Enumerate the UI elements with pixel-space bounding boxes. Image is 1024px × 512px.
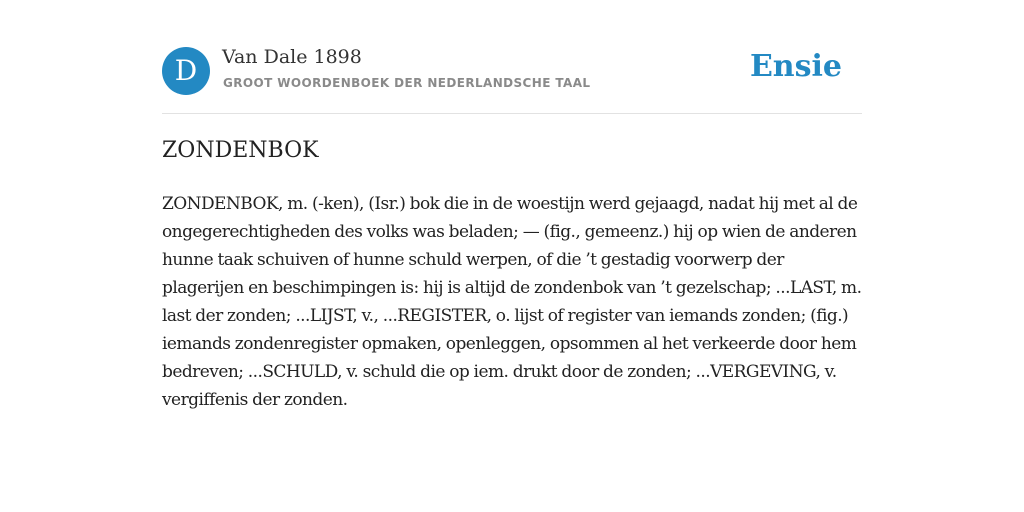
dictionary-subtitle: GROOT WOORDENBOEK DER NEDERLANDSCHE TAAL: [223, 76, 591, 90]
entry-definition: ZONDENBOK, m. (-ken), (Isr.) bok die in de woestijn werd gejaagd, nadat hij met al de ongegerechtigheden des volks was beladen; — (fig., gemeenz.) hij op wien de anderen hunne taak schuiven of hunne schuld werpen, of die ’t gestadig voorwerp der plagerijen en beschimpingen is: hij is altijd de zondenbok van ’t gezelschap; ...LAST, m. last der zonden; ...LIJST, v., ...REGISTER, o. lijst of register van iemands zonden; (fig.) iemands zondenregister opmaken, openleggen, opsommen al het verkeerde door hem bedreven; ...SCHULD, v. schuld die op iem. drukt door de zonden; ...VERGEVING, v. vergiffenis der zonden.: [162, 194, 862, 410]
dictionary-logo[interactable]: D: [162, 47, 210, 95]
header-divider: [162, 113, 862, 114]
dictionary-title[interactable]: Van Dale 1898: [222, 46, 362, 68]
dictionary-header: [162, 45, 862, 97]
brand-logo[interactable]: Ensie: [749, 49, 842, 84]
entry-headword: ZONDENBOK: [162, 138, 319, 163]
